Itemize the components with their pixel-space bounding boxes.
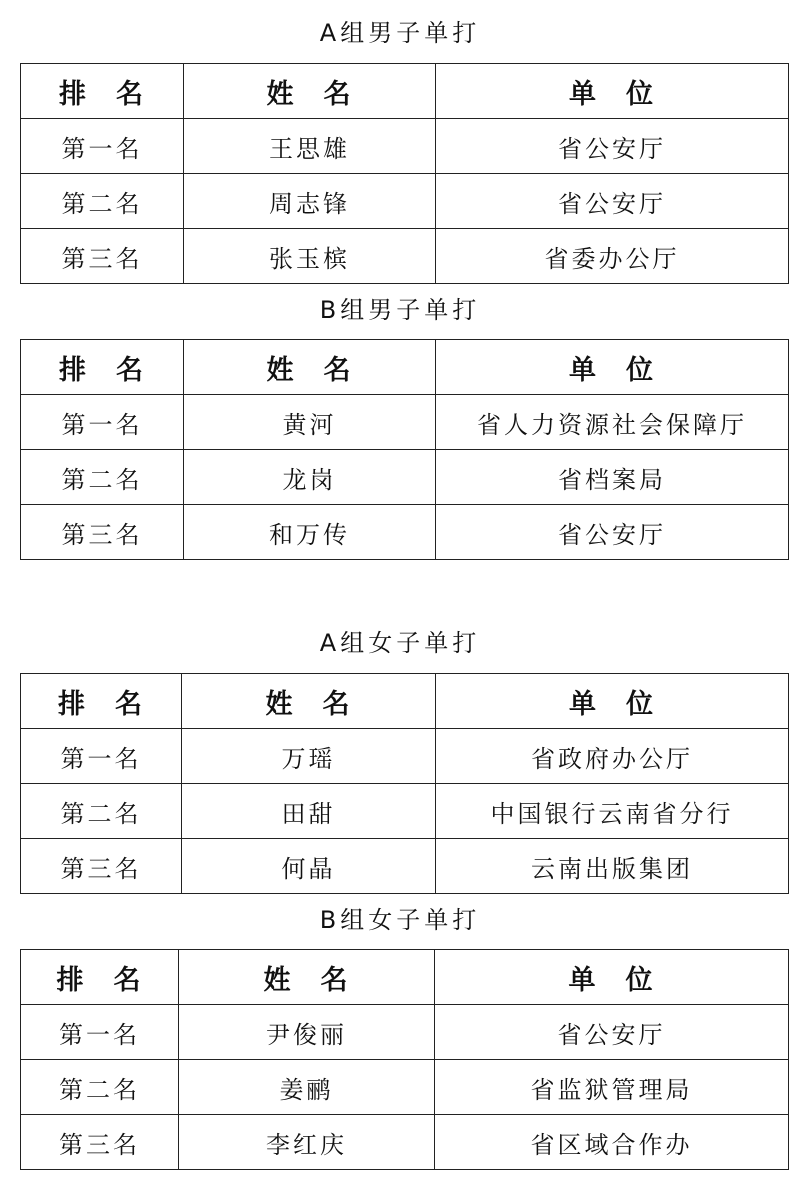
table-row	[21, 1060, 789, 1115]
header-unit: 单 位	[436, 674, 789, 729]
table-row	[21, 119, 789, 174]
rank-cell: 第三名	[21, 839, 182, 894]
name-cell: 龙岗	[184, 450, 436, 505]
unit-cell: 省区域合作办	[435, 1115, 789, 1170]
results-table-a-men-singles	[20, 63, 789, 284]
unit-cell: 省公安厅	[436, 119, 789, 174]
section-title-a-men-singles: A组男子单打	[319, 19, 481, 47]
rank-cell: 第三名	[21, 1115, 179, 1170]
section-title-b-men-singles: B组男子单打	[319, 296, 481, 324]
table-row	[21, 450, 789, 505]
unit-cell: 省政府办公厅	[436, 729, 789, 784]
name-cell: 尹俊丽	[179, 1005, 435, 1060]
name-cell: 和万传	[184, 505, 436, 560]
rank-cell: 第三名	[21, 229, 184, 284]
table-header-row	[21, 950, 789, 1005]
rank-cell: 第二名	[21, 174, 184, 229]
rank-cell: 第二名	[21, 1060, 179, 1115]
table-row	[21, 229, 789, 284]
header-name: 姓 名	[184, 340, 436, 395]
name-cell: 张玉槟	[184, 229, 436, 284]
table-row	[21, 784, 789, 839]
unit-cell: 省监狱管理局	[435, 1060, 789, 1115]
name-cell: 黄河	[184, 395, 436, 450]
name-cell: 田甜	[182, 784, 436, 839]
header-rank: 排 名	[21, 674, 182, 729]
rank-cell: 第三名	[21, 505, 184, 560]
unit-cell: 省公安厅	[436, 174, 789, 229]
table-row	[21, 395, 789, 450]
header-rank: 排 名	[21, 64, 184, 119]
rank-cell: 第一名	[21, 119, 184, 174]
table-header-row	[21, 674, 789, 729]
header-unit: 单 位	[436, 64, 789, 119]
results-table-a-women-singles	[20, 673, 789, 894]
unit-cell: 省委办公厅	[436, 229, 789, 284]
table-row	[21, 839, 789, 894]
rank-cell: 第二名	[21, 450, 184, 505]
name-cell: 李红庆	[179, 1115, 435, 1170]
table-row	[21, 1005, 789, 1060]
header-unit: 单 位	[435, 950, 789, 1005]
header-unit: 单 位	[436, 340, 789, 395]
rank-cell: 第一名	[21, 1005, 179, 1060]
table-row	[21, 174, 789, 229]
table-header-row	[21, 64, 789, 119]
table-row	[21, 505, 789, 560]
unit-cell: 中国银行云南省分行	[436, 784, 789, 839]
section-title-a-women-singles: A组女子单打	[319, 629, 481, 657]
header-name: 姓 名	[184, 64, 436, 119]
section-title-b-women-singles: B组女子单打	[319, 906, 481, 934]
header-rank: 排 名	[21, 340, 184, 395]
unit-cell: 省公安厅	[435, 1005, 789, 1060]
unit-cell: 省档案局	[436, 450, 789, 505]
unit-cell: 省公安厅	[436, 505, 789, 560]
table-header-row	[21, 340, 789, 395]
table-row	[21, 729, 789, 784]
header-name: 姓 名	[179, 950, 435, 1005]
table-row	[21, 1115, 789, 1170]
name-cell: 周志锋	[184, 174, 436, 229]
name-cell: 王思雄	[184, 119, 436, 174]
name-cell: 万瑶	[182, 729, 436, 784]
name-cell: 姜鹂	[179, 1060, 435, 1115]
unit-cell: 省人力资源社会保障厅	[436, 395, 789, 450]
header-rank: 排 名	[21, 950, 179, 1005]
rank-cell: 第一名	[21, 729, 182, 784]
unit-cell: 云南出版集团	[436, 839, 789, 894]
results-table-b-women-singles	[20, 949, 789, 1170]
rank-cell: 第二名	[21, 784, 182, 839]
results-table-b-men-singles	[20, 339, 789, 560]
name-cell: 何晶	[182, 839, 436, 894]
rank-cell: 第一名	[21, 395, 184, 450]
header-name: 姓 名	[182, 674, 436, 729]
